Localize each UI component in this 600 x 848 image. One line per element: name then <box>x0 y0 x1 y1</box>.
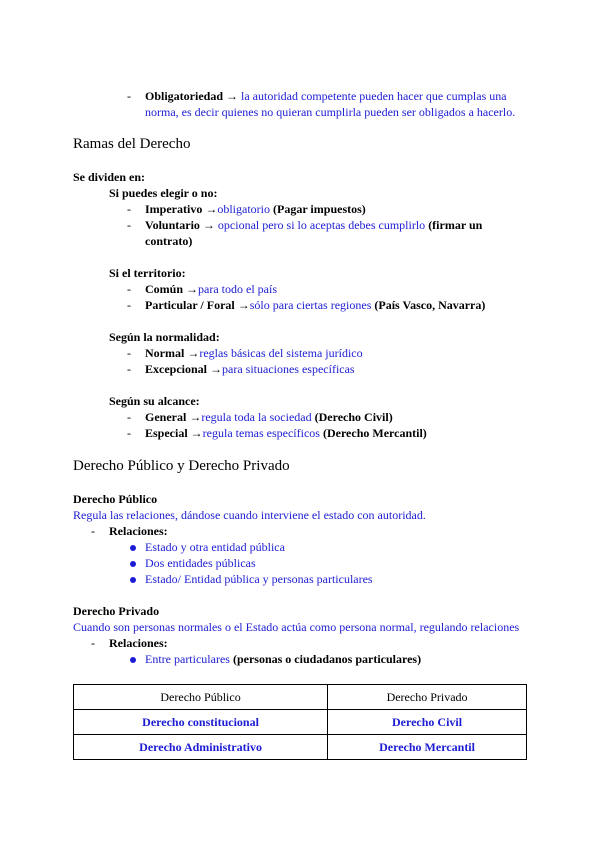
list-item: Voluntario → opcional pero si lo aceptas debes cumplirlo (firmar un <box>145 218 483 232</box>
bullet-dot-icon <box>130 657 136 663</box>
list-item: Imperativo →obligatorio (Pagar impuestos) <box>145 202 366 216</box>
list-item: Especial →regula temas específicos (Derecho Mercantil) <box>145 426 427 440</box>
relaciones-label: Relaciones: <box>109 524 168 538</box>
list-dash: - <box>127 346 131 360</box>
obligatoriedad-term: Obligatoriedad <box>145 89 224 103</box>
group-heading: Según la normalidad: <box>109 330 220 344</box>
list-dash: - <box>91 524 95 538</box>
obligatoriedad-line2: norma, es decir quienes no quieran cumplirla pueden ser obligados a hacerlo. <box>145 105 516 119</box>
relaciones-label: Relaciones: <box>109 636 168 650</box>
list-dash: - <box>127 362 131 376</box>
list-item-continuation: contrato) <box>145 234 193 248</box>
ramas-intro: Se dividen en: <box>73 170 146 184</box>
publico-privado-title: Derecho Público y Derecho Privado <box>73 458 290 474</box>
list-dash: - <box>127 202 131 216</box>
list-item: Común →para todo el país <box>145 282 277 296</box>
list-item: Normal →reglas básicas del sistema jurídico <box>145 346 363 360</box>
table-header-row <box>74 685 527 710</box>
obligatoriedad-line1 <box>145 89 527 104</box>
table-cell: Derecho Administrativo <box>74 735 328 760</box>
list-item: Excepcional →para situaciones específicas <box>145 362 355 376</box>
table-cell: Derecho Mercantil <box>328 735 527 760</box>
table-header-cell: Derecho Privado <box>328 685 527 710</box>
bullet-dot-icon <box>130 577 136 583</box>
table-cell: Derecho constitucional <box>74 710 328 735</box>
list-item: Estado/ Entidad pública y personas particulares <box>145 572 373 586</box>
group-heading: Si el territorio: <box>109 266 186 280</box>
table-cell: Derecho Civil <box>328 710 527 735</box>
list-dash: - <box>127 218 131 232</box>
privado-desc: Cuando son personas normales o el Estado actúa como persona normal, regulando relaciones <box>73 620 520 634</box>
list-item: Entre particulares (personas o ciudadanos particulares) <box>145 652 422 666</box>
publico-desc: Regula las relaciones, dándose cuando interviene el estado con autoridad. <box>73 508 426 522</box>
group-heading: Si puedes elegir o no: <box>109 186 218 200</box>
derecho-table <box>73 684 527 760</box>
list-dash: - <box>127 426 131 440</box>
list-item: General →regula toda la sociedad (Derecho Civil) <box>145 410 393 424</box>
bullet-dot-icon <box>130 545 136 551</box>
list-dash: - <box>127 410 131 424</box>
table-row <box>74 710 527 735</box>
arrow-icon: → <box>226 89 239 103</box>
table-row <box>74 735 527 760</box>
ramas-title: Ramas del Derecho <box>73 136 191 152</box>
obligatoriedad-desc: la autoridad competente pueden hacer que cumplas una <box>241 89 507 103</box>
list-dash: - <box>91 636 95 650</box>
table-header-cell: Derecho Público <box>74 685 328 710</box>
bullet-dot-icon <box>130 561 136 567</box>
list-item: Estado y otra entidad pública <box>145 540 285 554</box>
list-dash: - <box>127 282 131 296</box>
group-heading: Según su alcance: <box>109 394 200 408</box>
list-item: Dos entidades públicas <box>145 556 256 570</box>
publico-heading: Derecho Público <box>73 492 158 506</box>
list-item: Particular / Foral →sólo para ciertas regiones (País Vasco, Navarra) <box>145 298 486 312</box>
privado-heading: Derecho Privado <box>73 604 160 618</box>
list-dash: - <box>127 89 131 103</box>
list-dash: - <box>127 298 131 312</box>
